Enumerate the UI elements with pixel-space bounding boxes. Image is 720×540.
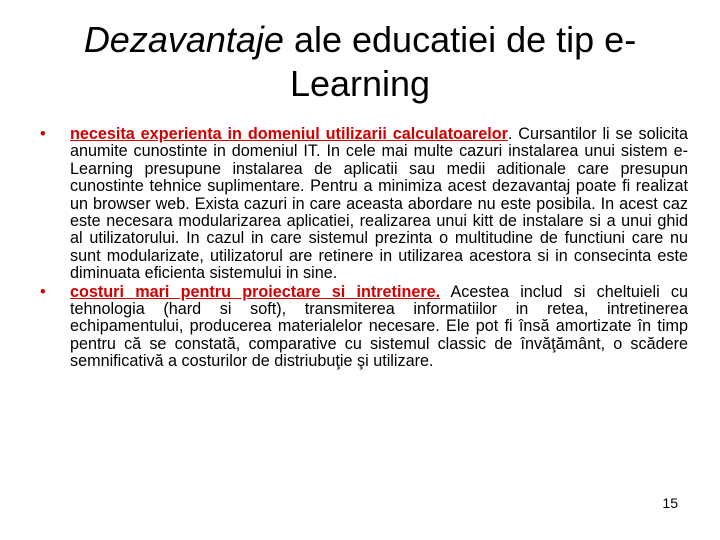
bullet-text-costs: Acestea includ si cheltuieli cu tehnologia (hard si soft), transmiterea informatiilor in retea, intretinerea echipamentului, producerea materialelor necesare. Ele pot fi însă amortizate în timp pentru că se constată, comparative cu sistemul classic de învăţământ, o scădere semnificativă a costurilor de distriubuţie şi utilizare. (70, 282, 688, 371)
bullet-list (40, 126, 688, 372)
bullet-item-experience (40, 126, 688, 283)
bullet-marker: • (40, 282, 46, 301)
slide-title-rest: ale educatiei de tip e-Learning (283, 19, 637, 104)
page-number: 15 (662, 495, 678, 511)
bullet-lead-costs: costuri mari pentru proiectare si intretinere. (70, 282, 441, 301)
slide-title (20, 18, 700, 106)
slide-title-emphasis: Dezavantaje (83, 19, 284, 60)
bullet-marker: • (40, 125, 46, 143)
bullet-lead-experience: necesita experienta in domeniul utilizarii calculatoarelor (70, 125, 508, 143)
bullet-text-experience: . Cursantilor li se solicita anumite cunostinte in domeniul IT. In cele mai multe cazuri instalarea unui sistem e-Learning presupune instalarea de aplicatii sau medii aditionale care presupun cunostinte tehnice suplimentare. Pentru a minimiza acest dezavantaj poate fi realizat un browser web. Exista cazuri in care aceasta abordare nu este posibila. In acest caz este necesara modularizarea aplicatiei, realizarea unui kitt de instalare si a unui ghid al utilizatorului. In cazul in care sistemul prezinta o multitudine de functiuni care nu sunt modularizate, utilizatorul are retinere in utilizarea acestora si in consecinta este diminuata eficienta sistemului in sine. (70, 125, 688, 283)
bullet-item-costs (40, 284, 688, 371)
